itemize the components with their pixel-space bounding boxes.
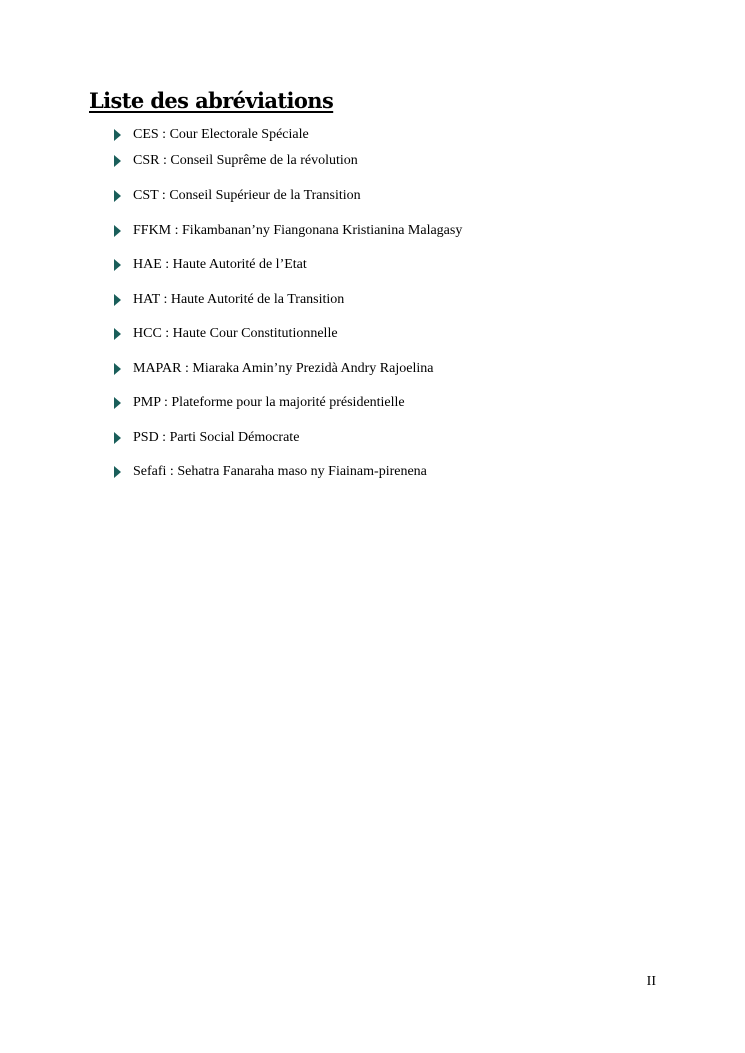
triangle-bullet-icon — [114, 155, 121, 167]
abbreviation-text: FFKM : Fikambanan’ny Fiangonana Kristianina Malagasy — [133, 223, 463, 238]
triangle-bullet-icon — [114, 259, 121, 271]
list-item — [114, 393, 405, 413]
abbreviation-text: HAT : Haute Autorité de la Transition — [133, 292, 345, 307]
triangle-bullet-icon — [114, 432, 121, 444]
abbreviation-text: PMP : Plateforme pour la majorité présidentielle — [133, 395, 405, 410]
triangle-bullet-icon — [114, 129, 121, 141]
list-item — [114, 324, 338, 344]
abbreviation-text: CES : Cour Electorale Spéciale — [133, 127, 309, 142]
list-item — [114, 290, 344, 310]
triangle-bullet-icon — [114, 225, 121, 237]
list-item — [114, 359, 433, 379]
list-item — [114, 221, 462, 241]
triangle-bullet-icon — [114, 190, 121, 202]
list-item — [114, 186, 361, 206]
abbreviation-text: PSD : Parti Social Démocrate — [133, 430, 300, 445]
page-number: II — [646, 974, 656, 989]
page-title: Liste des abréviations — [89, 88, 334, 113]
abbreviation-text: HAE : Haute Autorité de l’Etat — [133, 257, 307, 272]
abbreviation-text: CST : Conseil Supérieur de la Transition — [133, 188, 361, 203]
list-item — [114, 462, 427, 482]
list-item — [114, 428, 299, 448]
abbreviation-text: MAPAR : Miaraka Amin’ny Prezidà Andry Rajoelina — [133, 361, 434, 376]
list-item — [114, 151, 358, 171]
list-item — [114, 255, 307, 275]
list-item — [114, 125, 309, 145]
abbreviation-text: HCC : Haute Cour Constitutionnelle — [133, 326, 338, 341]
triangle-bullet-icon — [114, 328, 121, 340]
abbreviation-text: Sefafi : Sehatra Fanaraha maso ny Fiainam-pirenena — [133, 464, 427, 479]
abbreviation-text: CSR : Conseil Suprême de la révolution — [133, 153, 358, 168]
triangle-bullet-icon — [114, 363, 121, 375]
triangle-bullet-icon — [114, 466, 121, 478]
triangle-bullet-icon — [114, 294, 121, 306]
triangle-bullet-icon — [114, 397, 121, 409]
